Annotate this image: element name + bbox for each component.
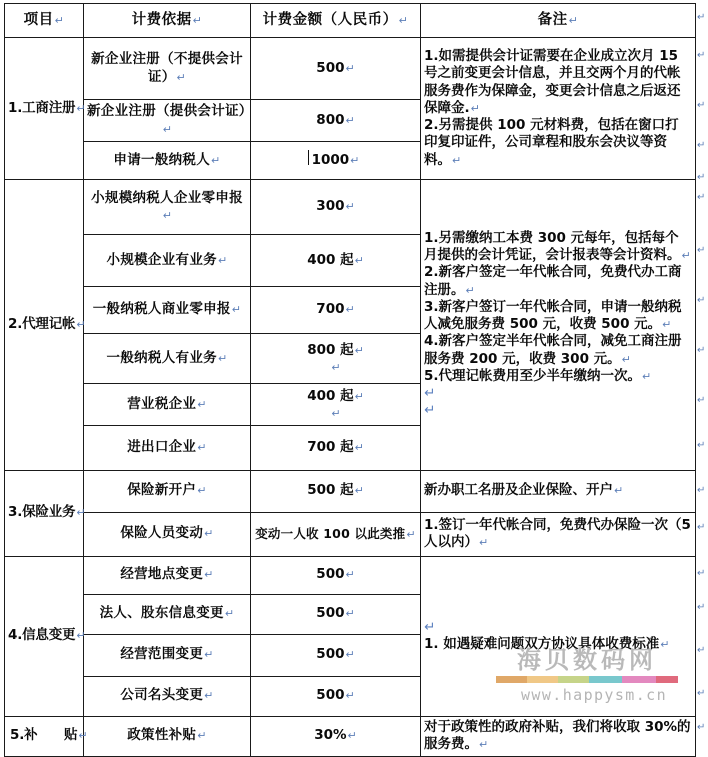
pilcrow-icon: ↵ [76,318,86,332]
note-cell-subsidy [421,716,696,756]
column-header-note [421,4,696,38]
pilcrow-icon: ↵ [204,568,214,582]
table-row [5,470,696,512]
pilcrow-icon: ↵ [76,506,86,520]
pilcrow-icon: ↵ [217,253,228,267]
note-blank-line: ↵ [424,402,436,419]
pilcrow-icon: ↵ [697,440,706,451]
amount-value: 变动一人收 100 以此类推 [255,525,406,541]
pilcrow-icon: ↵ [345,303,355,317]
note-line [424,368,692,385]
basis-cell [84,716,251,756]
pilcrow-icon: ↵ [697,602,706,613]
amount-value: 800 起 [307,342,354,358]
note-text: 2.新客户签定一年代帐合同，免费代办工商注册。 [424,264,682,298]
basis-label: 经营地点变更 [120,566,204,583]
section-item-business-registration [5,38,84,180]
section-item-agency-bookkeeping [5,180,84,471]
basis-cell [84,38,251,100]
amount-cell [251,38,421,100]
basis-label: 保险新开户 [127,482,197,499]
pilcrow-icon: ↵ [331,361,341,375]
pilcrow-icon: ↵ [697,395,706,406]
basis-label: 小规模纳税人企业零申报 [91,189,243,206]
pilcrow-icon: ↵ [347,729,357,743]
amount-cell [251,716,421,756]
pilcrow-icon: ↵ [192,14,203,28]
note-text: 1. 如遇疑难问题双方协议具体收费标准 [424,636,660,653]
note-line [424,482,692,499]
section-item-insurance-business [5,470,84,556]
pilcrow-icon: ↵ [697,192,706,203]
pilcrow-icon: ↵ [621,352,631,366]
note-line [424,333,692,368]
pilcrow-icon: ↵ [697,345,706,356]
pilcrow-icon: ↵ [354,484,364,498]
pilcrow-icon: ↵ [697,295,706,306]
amount-cell [251,634,421,676]
basis-cell [84,556,251,594]
pilcrow-icon: ↵ [217,351,228,365]
pilcrow-icon: ↵ [642,369,652,383]
note-text: 2.另需提供 100 元材料费，包括在窗口打印复印证件，公司章程和股东会决议等资料。 [424,117,679,168]
pilcrow-icon: ↵ [345,607,355,621]
note-text: 对于政策性的政府补贴，我们将收取 30%的服务费。 [424,718,691,753]
amount-cell [251,235,421,287]
column-header-amount-label: 计费金额（人民币） [262,12,398,29]
note-line [424,299,692,334]
basis-cell [84,470,251,512]
basis-label: 一般纳税人商业零申报 [92,301,231,318]
pilcrow-icon: ↵ [224,607,235,621]
pilcrow-icon: ↵ [452,153,462,167]
pilcrow-icon: ↵ [354,344,364,357]
basis-label: 小规模企业有业务 [106,251,217,268]
basis-label: 法人、股东信息变更 [99,605,224,622]
amount-value: 700 起 [307,438,354,455]
pilcrow-icon: ↵ [54,14,65,28]
pilcrow-icon: ↵ [211,153,221,167]
basis-cell [84,287,251,334]
basis-cell [84,425,251,470]
note-cell-insurance-personnel-change [421,512,696,556]
section-item-label: 5.补 贴 [10,727,78,744]
basis-cell [84,634,251,676]
pilcrow-icon: ↵ [697,50,706,61]
note-cell-insurance-new-account [421,470,696,512]
pilcrow-icon: ↵ [197,729,207,743]
section-item-subsidy [5,716,88,756]
pilcrow-icon: ↵ [697,485,706,496]
pilcrow-icon: ↵ [465,283,475,297]
pilcrow-icon: ↵ [345,689,355,703]
amount-value: 400 起 [307,388,354,404]
amount-value: 500 [316,566,345,583]
amount-value: 700 [316,301,345,318]
basis-label: 营业税企业 [127,395,197,412]
watermark-url: www.happysm.cn [520,686,668,704]
pilcrow-icon: ↵ [345,200,355,214]
column-header-basis [84,4,251,38]
amount-cell [251,425,421,470]
text-cursor-icon [312,152,350,168]
basis-label: 申请一般纳税人 [113,151,211,168]
table-row [5,38,696,100]
note-text: 5.代理记帐费用至少半年缴纳一次。 [424,367,642,384]
amount-cell [251,594,421,634]
pilcrow-icon: ↵ [662,318,672,332]
pilcrow-icon: ↵ [345,568,355,582]
basis-label: 进出口企业 [127,438,197,455]
basis-cell [84,384,251,426]
column-header-amount [251,4,421,38]
note-cell-business-registration [421,38,696,180]
fee-schedule-table [4,3,696,757]
amount-cell [251,556,421,594]
pilcrow-icon: ↵ [331,407,341,421]
note-cell-agency-bookkeeping [421,180,696,471]
pilcrow-icon: ↵ [76,101,86,115]
pilcrow-icon: ↵ [197,397,207,411]
amount-cell [251,142,421,180]
section-item-information-change [5,556,84,716]
note-blank-line: ↵ [424,385,436,402]
pilcrow-icon: ↵ [697,245,706,256]
basis-cell [84,334,251,384]
note-line [424,48,692,117]
pilcrow-icon: ↵ [406,527,416,541]
basis-cell [84,676,251,716]
note-text: 1.签订一年代帐合同，免费代办保险一次（5 人以内） [424,516,691,551]
pilcrow-icon: ↵ [697,140,706,151]
pilcrow-icon: ↵ [398,14,409,28]
note-line [424,117,692,169]
amount-value: 500 [316,59,345,76]
note-line [424,264,692,299]
section-item-label: 2.代理记帐 [8,316,76,333]
pilcrow-icon: ↵ [162,122,173,136]
watermark-title: 海贝数码网 [517,646,657,674]
pilcrow-icon: ↵ [354,253,364,267]
amount-value: 800 [316,111,345,128]
note-line [424,517,692,552]
pilcrow-icon: ↵ [204,648,214,662]
amount-cell [251,100,421,142]
pilcrow-icon: ↵ [697,100,706,111]
pilcrow-icon: ↵ [354,440,364,454]
note-cell-information-change [421,556,696,716]
amount-value: 500 [316,605,345,622]
note-text: 4.新客户签定半年代帐合同，减免工商注册服务费 200 元，收费 300 元。 [424,333,682,367]
pilcrow-icon: ↵ [697,12,706,23]
column-header-note-label: 备注 [537,12,568,29]
note-text: 1.如需提供会计证需要在企业成立次月 15 号之前变更会计信息，并且交两个月的代帐服务费作为保障金，变更会计信息之后返还保障金. [424,48,681,116]
section-item-label: 3.保险业务 [8,504,76,521]
note-text: 1.另需缴纳工本费 300 元每年，包括每个月提供的会计凭证，会计报表等会计资料。 [424,229,681,264]
basis-cell [84,180,251,235]
pilcrow-icon: ↵ [350,153,360,167]
basis-label: 一般纳税人有业务 [106,349,217,366]
pilcrow-icon: ↵ [162,209,173,222]
pilcrow-icon: ↵ [204,689,214,703]
table-header-row [5,4,696,38]
pilcrow-icon: ↵ [231,303,242,317]
basis-label: 新企业注册（不提供会计证） [91,51,243,85]
pilcrow-icon: ↵ [697,568,706,579]
basis-label: 新企业注册（提供会计证） [87,103,253,120]
basis-cell [84,142,251,180]
pilcrow-icon: ↵ [697,688,706,699]
basis-label: 公司名头变更 [120,687,204,704]
amount-value: 400 起 [307,251,354,268]
pilcrow-icon: ↵ [697,645,706,656]
note-line [424,719,692,754]
pilcrow-icon: ↵ [345,113,355,127]
pilcrow-icon: ↵ [697,172,706,183]
amount-value: 1000 [311,151,350,168]
pilcrow-icon: ↵ [354,390,364,403]
pilcrow-icon: ↵ [697,522,706,533]
note-line [424,636,692,653]
margin-pilcrow-column [697,0,708,752]
amount-cell [251,334,421,384]
basis-label: 政策性补贴 [127,727,197,744]
section-item-label: 4.信息变更 [8,627,76,644]
pilcrow-icon: ↵ [345,61,355,75]
note-blank-line: ↵ [424,618,436,635]
pilcrow-icon: ↵ [568,14,579,28]
pilcrow-icon: ↵ [479,738,489,752]
basis-cell [84,235,251,287]
note-line [424,230,692,265]
amount-cell [251,470,421,512]
basis-cell [84,100,251,142]
pilcrow-icon: ↵ [614,484,624,498]
pilcrow-icon: ↵ [470,101,480,115]
column-header-item [5,4,84,38]
amount-value: 500 起 [307,482,354,499]
pilcrow-icon: ↵ [76,629,86,643]
basis-cell [84,594,251,634]
amount-cell [251,512,421,556]
table-row [5,716,696,756]
amount-value: 30% [314,727,347,744]
amount-value: 500 [316,687,345,704]
pilcrow-icon: ↵ [197,440,207,454]
pilcrow-icon: ↵ [660,638,670,652]
pilcrow-icon: ↵ [697,722,706,733]
amount-cell [251,287,421,334]
amount-value: 500 [316,646,345,663]
pilcrow-icon: ↵ [681,249,691,263]
column-header-basis-label: 计费依据 [131,12,192,29]
note-text: 3.新客户签订一年代帐合同，申请一般纳税人减免服务费 500 元，收费 500 元。 [424,298,682,333]
pilcrow-icon: ↵ [479,536,489,550]
amount-cell [251,180,421,235]
table-row [5,512,696,556]
section-item-label: 1.工商注册 [8,99,76,116]
note-text: 新办职工名册及企业保险、开户 [424,482,613,499]
pilcrow-icon: ↵ [197,484,207,498]
pilcrow-icon: ↵ [204,527,214,541]
pilcrow-icon: ↵ [78,729,88,743]
table-row [5,180,696,235]
table-row [5,556,696,594]
column-header-item-label: 项目 [23,12,54,29]
basis-cell [84,512,251,556]
pilcrow-icon: ↵ [345,648,355,662]
amount-cell [251,384,421,426]
pilcrow-icon: ↵ [176,70,187,84]
basis-label: 保险人员变动 [120,525,204,542]
amount-value: 300 [316,198,345,215]
basis-label: 经营范围变更 [120,646,204,663]
amount-cell [251,676,421,716]
